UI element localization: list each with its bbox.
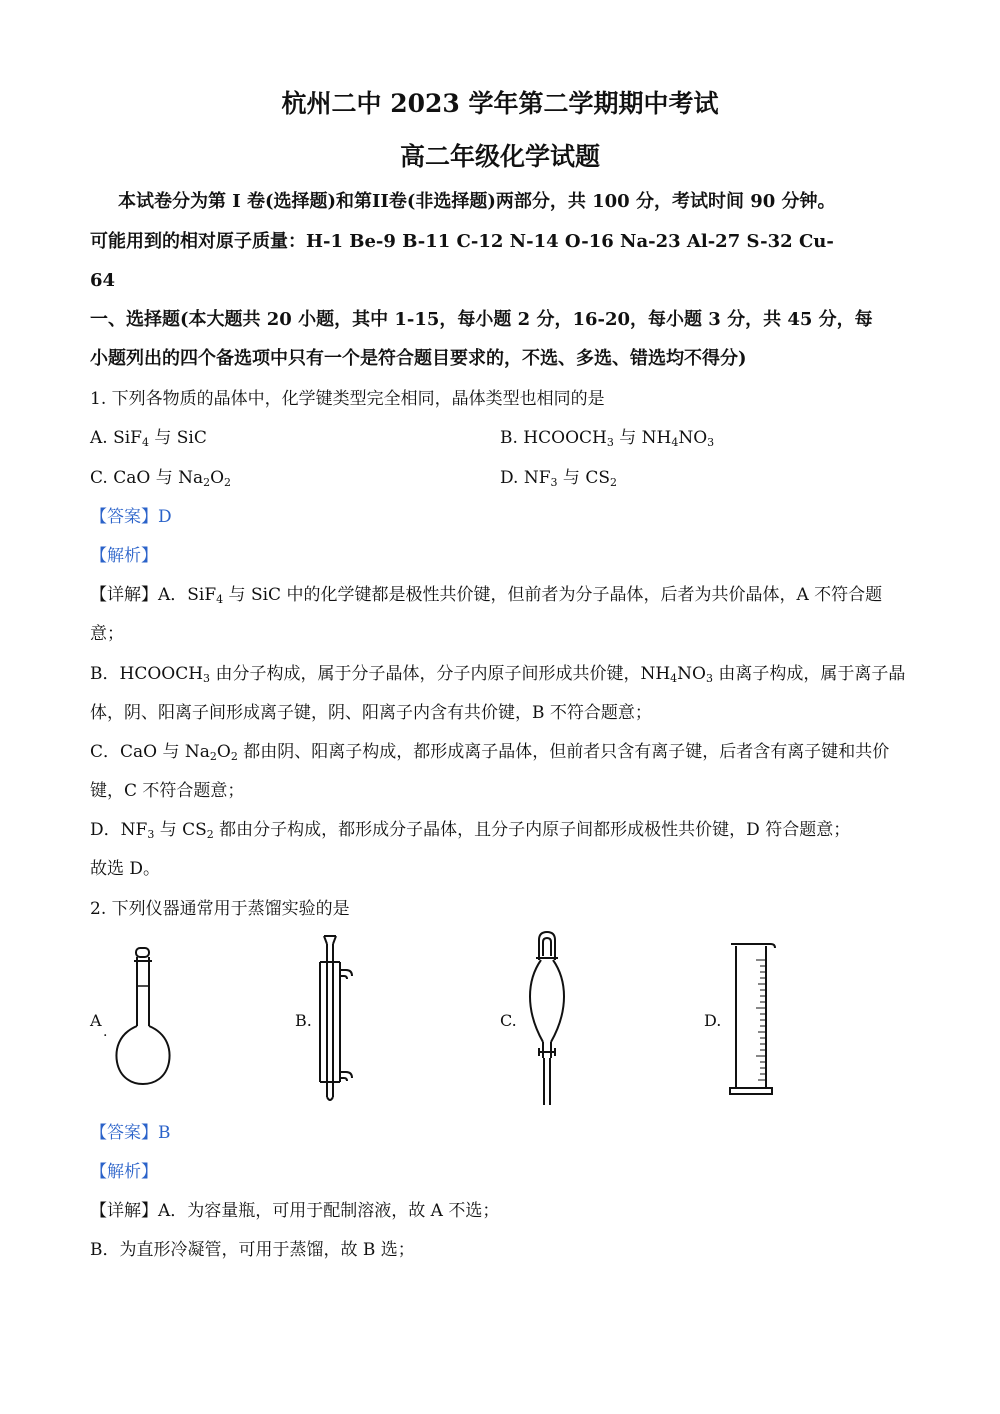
condenser-icon — [310, 932, 358, 1108]
q2-answer: 【答案】B — [90, 1123, 171, 1143]
q1-option-a: A. SiF$_4$ 与 SiC — [90, 428, 207, 449]
section-heading-2: 小题列出的四个备选项中只有一个是符合题目要求的，不选、多选、错选均不得分) — [90, 348, 747, 369]
q2-label-a: A — [90, 1011, 102, 1030]
graduated-cylinder-icon — [726, 940, 778, 1100]
q1-option-c: C. CaO 与 $Na_2O_2$ — [90, 468, 232, 489]
page-subtitle: 高二年级化学试题 — [399, 142, 600, 171]
q1-stem: 1. 下列各物质的晶体中，化学键类型完全相同，晶体类型也相同的是 — [90, 389, 605, 409]
q1-detail-line-3: B．$HCOOCH_3$ 由分子构成，属于分子晶体，分子内原子间形成共价键，$NH_4NO_3$ 由离子构成，属于离子晶 — [90, 664, 906, 685]
intro-line-3: 64 — [90, 270, 116, 291]
q2-stem: 2. 下列仪器通常用于蒸馏实验的是 — [90, 899, 350, 919]
q1-detail-line-6: 键，C 不符合题意； — [90, 781, 245, 801]
section-heading-1: 一、选择题(本大题共 20 小题，其中 1-15，每小题 2 分，16-20，每小题 3 分，共 45 分，每 — [90, 309, 873, 330]
q1-detail-line-7: D．$NF_3$ 与 $CS_2$ 都由分子构成，都形成分子晶体，且分子内原子间都形成极性共价键，D 符合题意； — [90, 820, 851, 841]
q1-detail-line-1: 【详解】A．SiF$_4$ 与 SiC 中的化学键都是极性共价键，但前者为分子晶体，后者为共价晶体，A 不符合题 — [90, 585, 883, 606]
intro-line-2: 可能用到的相对原子质量：H-1 Be-9 B-11 C-12 N-14 O-16 Na-23 Al-27 S-32 Cu- — [90, 231, 834, 252]
q2-label-c: C. — [500, 1011, 517, 1030]
q1-answer: 【答案】D — [90, 507, 172, 527]
q1-detail-line-4: 体，阴、阳离子间形成离子键，阴、阳离子内含有共价键，B 不符合题意； — [90, 703, 652, 723]
q1-option-b: B. $HCOOCH_3$ 与 $NH_4NO_3$ — [500, 428, 715, 449]
intro-line-1: 本试卷分为第 I 卷(选择题)和第II卷(非选择题)两部分，共 100 分，考试时间 90 分钟。 — [118, 191, 836, 212]
separatory-funnel-icon — [517, 930, 577, 1110]
q2-detail-line-2: B．为直形冷凝管，可用于蒸馏，故 B 选； — [90, 1240, 415, 1260]
q1-detail-line-5: C．CaO 与 $Na_2O_2$ 都由阴、阳离子构成，都形成离子晶体，但前者只含有离子键，后者含有离子键和共价 — [90, 742, 890, 763]
q1-option-d: D. $NF_3$ 与 $CS_2$ — [500, 468, 617, 489]
q2-analysis-label: 【解析】 — [90, 1162, 158, 1182]
q2-label-d: D. — [704, 1011, 722, 1030]
q2-label-b: B. — [295, 1011, 312, 1030]
volumetric-flask-icon — [112, 946, 174, 1090]
q2-label-a-dot: . — [103, 1024, 108, 1040]
page-title: 杭州二中 2023 学年第二学期期中考试 — [281, 89, 719, 118]
q1-analysis-label: 【解析】 — [90, 546, 158, 566]
q1-detail-line-8: 故选 D。 — [90, 859, 161, 879]
q1-detail-line-2: 意； — [90, 624, 124, 644]
q2-detail-line-1: 【详解】A．为容量瓶，可用于配制溶液，故 A 不选； — [90, 1201, 500, 1221]
